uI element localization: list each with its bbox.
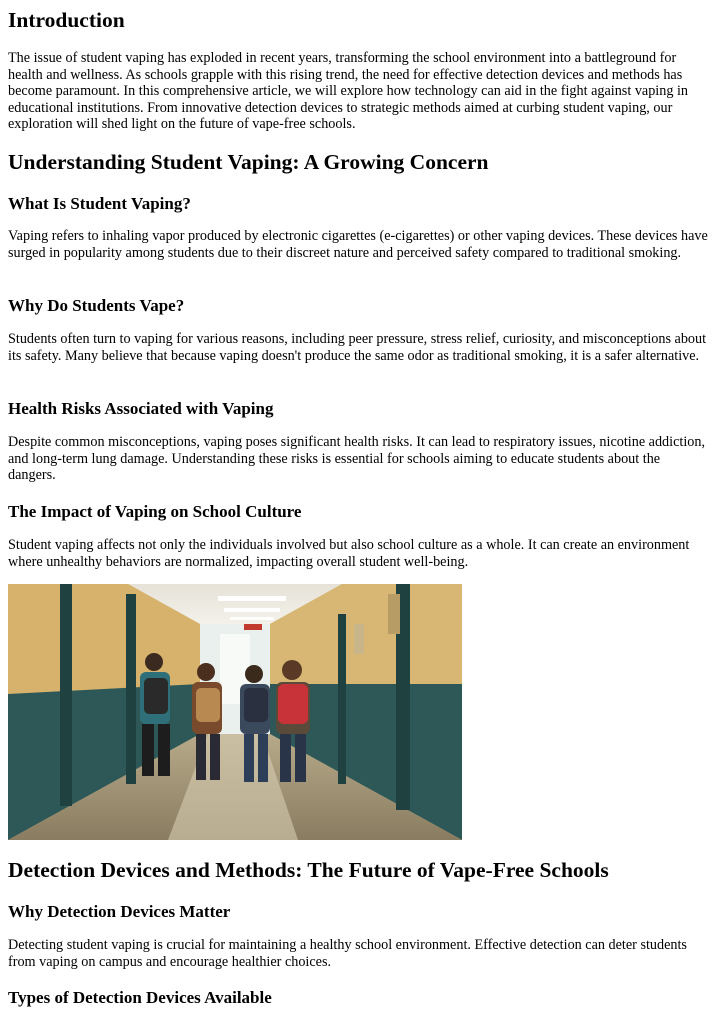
introduction-heading: Introduction xyxy=(8,8,125,32)
school-culture-paragraph: Student vaping affects not only the individuals involved but also school culture as a whole. It can create an environment where unhealthy behaviors are normalized, impacting overall student well-being. xyxy=(8,537,690,570)
health-risks-paragraph: Despite common misconceptions, vaping poses significant health risks. It can lead to respiratory issues, nicotine addiction, and long-term lung damage. Understanding these risks is essential for schools aiming to educate students about the dangers. xyxy=(8,434,706,484)
what-is-vaping-paragraph: Vaping refers to inhaling vapor produced by electronic cigarettes (e-cigarettes) or other vaping devices. These devices have surged in popularity among students due to their discreet nature and perceived safety compared to traditional smoking. xyxy=(8,228,708,261)
health-risks-heading: Health Risks Associated with Vaping xyxy=(8,399,274,418)
understanding-vaping-heading: Understanding Student Vaping: A Growing Concern xyxy=(8,150,489,174)
why-students-vape-paragraph: Students often turn to vaping for various reasons, including peer pressure, stress relief, curiosity, and misconceptions about its safety. Many believe that because vaping doesn't produce the same odor as traditional smoking, it is a safer alternative. xyxy=(8,331,707,364)
school-hallway-image xyxy=(8,584,462,840)
what-is-vaping-heading: What Is Student Vaping? xyxy=(8,194,191,213)
why-detection-matters-heading: Why Detection Devices Matter xyxy=(8,902,231,921)
why-detection-matters-paragraph: Detecting student vaping is crucial for maintaining a healthy school environment. Effective detection can deter students from vaping on campus and encourage healthier choices. xyxy=(8,937,687,970)
why-students-vape-heading: Why Do Students Vape? xyxy=(8,296,185,315)
school-culture-heading: The Impact of Vaping on School Culture xyxy=(8,502,302,521)
introduction-paragraph: The issue of student vaping has exploded in recent years, transforming the school environment into a battleground for health and wellness. As schools grapple with this rising trend, the need for effective detection devices and methods has become paramount. In this comprehensive article, we will explore how technology can aid in the fight against vaping in educational institutions. From innovative detection devices to strategic methods aimed at curbing student vaping, our exploration will shed light on the future of vape-free schools. xyxy=(8,50,689,133)
types-of-detection-devices-heading: Types of Detection Devices Available xyxy=(8,988,272,1007)
detection-devices-heading: Detection Devices and Methods: The Future of Vape-Free Schools xyxy=(8,858,609,882)
